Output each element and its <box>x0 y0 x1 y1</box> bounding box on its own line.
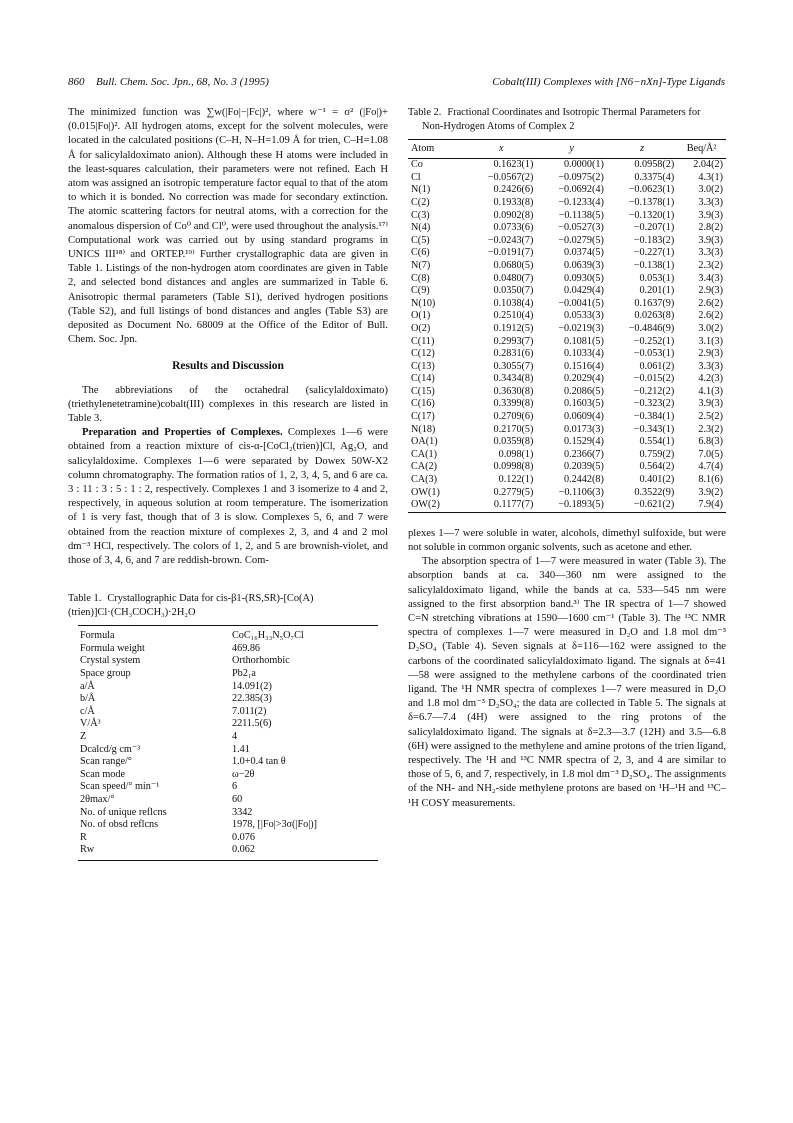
table-2-cell: 2.6(2) <box>698 310 723 322</box>
table-2-cell: Co <box>411 159 423 171</box>
table-2-cell: 0.1623(1) <box>493 159 534 171</box>
table-1-label: Table 1. <box>68 593 102 605</box>
table-1-key: b/Å <box>80 693 96 705</box>
table-2-cell: −0.0243(7) <box>487 234 534 246</box>
table-1-row <box>78 844 378 860</box>
table-2-cell: C(11) <box>411 335 435 347</box>
table-2-cell: O(2) <box>411 322 431 334</box>
table-2-cell: −0.183(2) <box>633 234 675 246</box>
table-1-value: ω−2θ <box>232 768 255 780</box>
table-row <box>408 247 726 260</box>
table-2-cell: 3.9(3) <box>698 398 723 410</box>
table-2-cell: −0.1893(5) <box>558 499 604 511</box>
table-2-title: Fractional Coordinates and Isotropic Thermal Parameters for Non-Hydrogen Atoms of Complex 2 <box>422 107 701 132</box>
table-2-grid <box>408 139 726 513</box>
table-2-cell: 0.0733(6) <box>493 222 534 234</box>
table-2-cell: 0.3055(7) <box>493 360 534 372</box>
table-2-cell: C(8) <box>411 272 430 284</box>
table-2-cell: 3.1(3) <box>698 335 723 347</box>
table-2-cell: 0.2039(5) <box>563 461 604 473</box>
table-row <box>408 487 726 500</box>
table-1-row <box>78 626 378 643</box>
table-2-cell: 0.1081(5) <box>563 335 604 347</box>
table-2-cell: 0.2029(4) <box>563 373 604 385</box>
table-2-cell: 0.2709(6) <box>493 411 534 423</box>
table-2-cell: −0.1378(1) <box>628 196 675 208</box>
table-1-value: 60 <box>232 794 243 806</box>
table-2-cell: 2.3(2) <box>698 423 723 435</box>
table-2-cell: 3.3(3) <box>698 196 723 208</box>
table-row <box>408 361 726 374</box>
table-2-cell: 0.2426(6) <box>493 184 534 196</box>
table-1-value: 1.41 <box>232 743 250 755</box>
table-2-cell: OA(1) <box>411 436 438 448</box>
table-2-cell: −0.1138(5) <box>558 209 604 221</box>
table-2-cell: 0.759(2) <box>639 448 675 460</box>
table-2-cell: 0.564(2) <box>639 461 675 473</box>
table-1-row <box>78 643 378 656</box>
table-2-header: Beq/Å² <box>677 140 726 159</box>
table-1-row <box>78 668 378 681</box>
table-2-cell: 0.2170(5) <box>493 423 534 435</box>
table-row <box>408 373 726 386</box>
table-1-value: 1978, [|Fo|>3σ(|Fo|)] <box>232 819 318 831</box>
table-row <box>408 298 726 311</box>
table-1-key: Scan speed/° min⁻¹ <box>80 781 160 793</box>
table-row <box>408 159 726 172</box>
table-2-cell: Cl <box>411 171 421 183</box>
table-2-cell: 3.4(3) <box>698 272 723 284</box>
spectra-paragraph: The absorption spectra of 1—7 were measured in water (Table 3). The absorption bands at ca. 340—360 nm were assigned to the salicylaldoximato ligand, while the bands at ca. 533—545 nm were assigned to the first absorption band.³⁾ The IR spectra of 1—7 showed C=N stretching vibrations at 1590—1600 cm⁻¹ (Table 3). The ¹³C NMR spectra of complexes 1—7 were measured in D₂O and 1.8 mol dm⁻³ D₂SO₄ (Table 4). Seven signals at δ=116—162 were assigned to the carbons of the coordinated salicylaldoximato ligand. The signals at δ=41—58 were assigned to the methylene carbons of the coordinated trien ligand. The ¹H NMR spectra of complexes 1—7 were measured in D₂O and 1.8 mol dm⁻³ D₂SO₄; the data are collected in Table 5. The signals at δ=6.7—7.4 (4H) were assigned to the ring protons of the salicylaldoximato ligand. The signals at δ=2.3—3.7 (12H) and 3.5—6.8 (6H) were assigned to the methylene and amine protons of the trien ligand, respectively. The ¹H and ¹³C NMR spectra of 2, 3, and 4 are similar to those of 5, 6, and 7, respectively, in 1.8 mol dm⁻³ D₂SO₄. The assignments of the NH- and NH₂-side methylene protons are based on ¹H–¹H and ¹³C–¹H COSY measurements. <box>408 556 726 809</box>
table-1-row <box>78 781 378 794</box>
table-2-cell: −0.212(2) <box>633 385 675 397</box>
table-1-value: 3342 <box>232 806 253 818</box>
table-1-key: Dcalcd/g cm⁻³ <box>80 743 141 755</box>
table-2-cell: 3.0(2) <box>698 322 723 334</box>
table-2-cell: 0.2086(5) <box>563 385 604 397</box>
table-1-row <box>78 756 378 769</box>
table-row <box>408 424 726 437</box>
left-column <box>68 106 388 861</box>
table-2-cell: 3.0(2) <box>698 184 723 196</box>
table-row <box>408 273 726 286</box>
table-2-cell: −0.227(1) <box>633 247 675 259</box>
page-header <box>68 76 725 92</box>
table-2-cell: −0.0527(3) <box>558 222 604 234</box>
table-1-row <box>78 769 378 782</box>
table-1-key: Scan range/° <box>80 756 132 768</box>
table-2-cell: 4.2(3) <box>698 373 723 385</box>
table-2-cell: 0.1038(4) <box>493 297 534 309</box>
preparation-paragraph <box>68 426 388 568</box>
table-1-value: 6 <box>232 781 238 793</box>
right-column <box>408 106 726 811</box>
table-2-cell: 0.1933(8) <box>493 196 534 208</box>
table-1-key: c/Å <box>80 705 95 717</box>
running-title: Cobalt(III) Complexes with [N6−nXn]-Type Ligands <box>492 76 725 88</box>
table-2-cell: 0.1603(5) <box>563 398 604 410</box>
table-2-cell: 0.0930(5) <box>563 272 604 284</box>
preparation-heading: Preparation and Properties of Complexes. <box>82 427 283 439</box>
table-2-cell: C(6) <box>411 247 430 259</box>
table-2-cell: N(10) <box>411 297 436 309</box>
table-row <box>408 172 726 185</box>
table-1-value: Pb2₁a <box>232 668 256 680</box>
table-1 <box>68 592 388 861</box>
table-2-cell: −0.1233(4) <box>558 196 604 208</box>
table-1-key: Formula <box>80 630 115 642</box>
table-2-cell: 0.098(1) <box>498 448 534 460</box>
table-2-cell: 0.1177(7) <box>493 499 534 511</box>
table-2-cell: C(17) <box>411 411 435 423</box>
table-2-cell: C(2) <box>411 196 430 208</box>
table-2-cell: −0.053(1) <box>633 348 675 360</box>
table-2-cell: 0.122(1) <box>498 474 534 486</box>
table-2-cell: 0.3375(4) <box>634 171 675 183</box>
table-2-cell: C(13) <box>411 360 435 372</box>
table-1-key: Formula weight <box>80 642 145 654</box>
table-row <box>408 310 726 323</box>
table-2-cell: −0.0692(4) <box>558 184 604 196</box>
table-1-row <box>78 731 378 744</box>
table-2-cell: 0.0533(3) <box>563 310 604 322</box>
table-1-caption <box>68 592 388 619</box>
table-1-key: Space group <box>80 668 131 680</box>
table-2-cell: −0.384(1) <box>633 411 675 423</box>
table-1-key: Z <box>80 731 87 743</box>
table-2-header: z <box>607 140 677 159</box>
table-2-cell: 0.1516(4) <box>563 360 604 372</box>
table-2-cell: 0.0173(3) <box>563 423 604 435</box>
table-2-cell: C(14) <box>411 373 435 385</box>
table-row <box>408 210 726 223</box>
table-2-cell: C(9) <box>411 285 430 297</box>
solubility-paragraph: plexes 1—7 were soluble in water, alcohols, dimethyl sulfoxide, but were not soluble in common organic solvents, such as acetone and ether. <box>408 527 726 554</box>
table-2-cell: −0.0279(5) <box>558 234 604 246</box>
preparation-body: Complexes 1—6 were obtained from a reaction mixture of cis-α-[CoCl₂(trien)]Cl, Ag₂O, and salicylaldoxime. Complexes 1—6 were separated by Dowex 50W-X2 column chromatography. The formation ratios of 1, 2, 3, 4, 5, and 6 are ca. 3 : 11 : 3 : 5 : 1 : 2, respectively. Complexes 1 and 3 isomerize to 4 and 2, respectively, in aqueous solution at room temperature. The isomerization of 1 is very fast, though that of 3 is slow. Complexes 5, 6, and 7 were obtained from the reaction mixture of complexes 2, 3, and 4 and 2 mol dm⁻³ HCl, respectively. The colors of 1, 2, and 5 are brownish-violet, and those of 3, 4, 6, and 7 are reddish-brown. Com- <box>68 427 388 567</box>
table-2-cell: 0.0429(4) <box>563 285 604 297</box>
table-1-row <box>78 807 378 820</box>
table-2-header: y <box>536 140 606 159</box>
table-2-cell: 0.2779(5) <box>493 486 534 498</box>
table-row <box>408 386 726 399</box>
table-2-cell: 2.9(3) <box>698 348 723 360</box>
table-2-cell: 0.201(1) <box>639 285 675 297</box>
table-2-cell: 0.3434(8) <box>493 373 534 385</box>
table-2-cell: 7.0(5) <box>698 448 723 460</box>
table-1-key: No. of obsd reflcns <box>80 819 159 831</box>
section-title: Results and Discussion <box>172 360 284 373</box>
table-1-value: 22.385(3) <box>232 693 272 705</box>
table-2-cell: −0.0191(7) <box>487 247 534 259</box>
table-2-cell: 0.1529(4) <box>563 436 604 448</box>
table-2-cell: −0.323(2) <box>633 398 675 410</box>
table-2-cell: 4.3(1) <box>698 171 723 183</box>
table-row <box>408 184 726 197</box>
table-1-row <box>78 655 378 668</box>
table-2-cell: 3.3(3) <box>698 247 723 259</box>
table-2-cell: 0.3399(8) <box>493 398 534 410</box>
table-2-cell: 0.2993(7) <box>493 335 534 347</box>
table-1-title: Crystallographic Data for cis-β1-(RS,SR)-[Co(A)(trien)]Cl·(CH₃COCH₃)·2H₂O <box>68 593 314 618</box>
table-row <box>408 285 726 298</box>
table-2-cell: CA(3) <box>411 474 438 486</box>
table-2-cell: 0.554(1) <box>639 436 675 448</box>
table-2-cell: 0.0639(3) <box>563 259 604 271</box>
table-1-row <box>78 681 378 694</box>
table-2-cell: −0.0219(3) <box>558 322 604 334</box>
table-2-cell: 0.3630(8) <box>493 385 534 397</box>
table-2-cell: −0.207(1) <box>633 222 675 234</box>
table-2-cell: −0.0975(2) <box>558 171 604 183</box>
table-2-cell: 0.061(2) <box>639 360 675 372</box>
table-2-cell: N(1) <box>411 184 431 196</box>
table-1-row <box>78 693 378 706</box>
table-2-cell: −0.252(1) <box>633 335 675 347</box>
table-2-cell: 0.0350(7) <box>493 285 534 297</box>
table-2-cell: 0.0902(8) <box>493 209 534 221</box>
table-1-key: No. of unique reflcns <box>80 806 167 818</box>
table-2-cell: 0.053(1) <box>639 272 675 284</box>
table-1-grid <box>78 625 378 861</box>
table-2-cell: −0.015(2) <box>633 373 675 385</box>
table-2-cell: OW(1) <box>411 486 440 498</box>
table-2-cell: N(18) <box>411 423 436 435</box>
table-1-row <box>78 706 378 719</box>
table-2-cell: C(5) <box>411 234 430 246</box>
table-1-value: 469.86 <box>232 642 261 654</box>
table-1-value: 2211.5(6) <box>232 718 272 730</box>
table-1-value: 4 <box>232 731 238 743</box>
abbreviations-paragraph: The abbreviations of the octahedral (salicylaldoximato)(triethylenetetramine)cobalt(III) complexes in this research are listed in Table 3. <box>68 384 388 425</box>
table-2-cell: 0.2366(7) <box>563 448 604 460</box>
methods-paragraph: The minimized function was ∑w(|Fo|−|Fc|)², where w⁻¹ = σ² (|Fo|)+(0.015|Fo|)². All hydrogen atoms, except for the solvent molecules, were located in the calculated positions (C–H, N–H=1.09 Å for trien, C–H=1.08 Å for salicylaldoximato anion). Although these H atoms were included in the least-squares calculation, their parameters were not refined. Each H atom was assigned an isotropic temperature factor equal to that of the atom to which it is bonded. No correction was made for secondary extinction. The atomic scattering factors for neutral atoms, with a correction for the anomalous dispersion of Co⁰ and Cl⁰, were used throughout the analysis.¹⁷⁾ Computational work was carried out by using standard programs in UNICS III¹⁸⁾ and ORTEP.¹⁹⁾ Further crystallographic data are given in Table 1. Listings of the non-hydrogen atom coordinates are given in Table 2, and selected bond distances and angles are summarized in Table 6. Anisotropic thermal parameters (Table S1), derived hydrogen positions (Table S2), and full listings of bond distances and angles (Table S3) are deposited as Document No. 68009 at the Office of the Editor of Bull. Chem. Soc. Jpn. <box>68 107 388 346</box>
table-2-cell: 0.1637(9) <box>634 297 675 309</box>
table-2-cell: 3.9(3) <box>698 209 723 221</box>
table-2-cell: −0.0041(5) <box>558 297 604 309</box>
table-2-cell: 0.2442(8) <box>563 474 604 486</box>
table-1-row <box>78 794 378 807</box>
table-2-cell: 6.8(3) <box>698 436 723 448</box>
table-1-row <box>78 832 378 845</box>
table-2-cell: 0.1912(5) <box>493 322 534 334</box>
table-2-cell: 0.2831(6) <box>493 348 534 360</box>
table-row <box>408 336 726 349</box>
table-2-cell: N(4) <box>411 222 431 234</box>
table-2-cell: 0.401(2) <box>639 474 675 486</box>
table-2-cell: −0.343(1) <box>633 423 675 435</box>
table-1-key: R <box>80 831 87 843</box>
table-2-cell: 0.0998(8) <box>493 461 534 473</box>
table-row <box>408 436 726 449</box>
table-2-cell: C(15) <box>411 385 435 397</box>
table-2-cell: CA(1) <box>411 448 438 460</box>
table-2-header: x <box>466 140 536 159</box>
table-1-key: Scan mode <box>80 768 125 780</box>
table-2-cell: 2.9(3) <box>698 285 723 297</box>
table-1-key: V/Å³ <box>80 718 101 730</box>
table-2-cell: N(7) <box>411 259 431 271</box>
table-row <box>408 235 726 248</box>
table-2-cell: CA(2) <box>411 461 438 473</box>
table-row <box>408 411 726 424</box>
table-1-value: 0.062 <box>232 844 255 856</box>
table-2-cell: 3.9(2) <box>698 486 723 498</box>
table-row <box>408 398 726 411</box>
table-2-cell: 3.3(3) <box>698 360 723 372</box>
table-2-cell: 8.1(6) <box>698 474 723 486</box>
table-row <box>408 474 726 487</box>
table-row <box>408 348 726 361</box>
table-2-cell: 2.04(2) <box>693 159 723 171</box>
table-1-row <box>78 744 378 757</box>
page-number: 860 <box>68 76 85 88</box>
table-2-cell: −0.1106(3) <box>558 486 604 498</box>
table-2-cell: −0.0623(1) <box>628 184 675 196</box>
table-1-key: Crystal system <box>80 655 141 667</box>
table-2-cell: −0.621(2) <box>633 499 675 511</box>
table-2-cell: −0.0567(2) <box>487 171 534 183</box>
table-1-row <box>78 819 378 832</box>
table-2-cell: C(3) <box>411 209 430 221</box>
table-1-value: 1.0+0.4 tan θ <box>232 756 286 768</box>
table-1-value: 0.076 <box>232 831 255 843</box>
table-row <box>408 449 726 462</box>
table-2-cell: −0.138(1) <box>633 259 675 271</box>
table-2-cell: 2.6(2) <box>698 297 723 309</box>
table-2-cell: 0.0680(5) <box>493 259 534 271</box>
table-2-label: Table 2. <box>408 107 442 118</box>
table-1-value: Orthorhombic <box>232 655 290 667</box>
table-2-cell: 2.5(2) <box>698 411 723 423</box>
table-row <box>408 499 726 512</box>
table-2-cell: 7.9(4) <box>698 499 723 511</box>
journal-citation: Bull. Chem. Soc. Jpn., 68, No. 3 (1995) <box>96 76 269 88</box>
table-2-cell: 0.0263(8) <box>634 310 675 322</box>
table-2-cell: 0.0958(2) <box>634 159 675 171</box>
table-1-key: Rw <box>80 844 95 856</box>
table-2 <box>408 106 726 513</box>
table-2-cell: 0.0359(8) <box>493 436 534 448</box>
table-row <box>408 222 726 235</box>
table-2-cell: 0.0000(1) <box>563 159 604 171</box>
table-2-cell: −0.4846(9) <box>628 322 675 334</box>
table-row <box>408 197 726 210</box>
table-2-cell: C(12) <box>411 348 435 360</box>
table-2-cell: 0.2510(4) <box>493 310 534 322</box>
table-2-cell: 4.1(3) <box>698 385 723 397</box>
table-2-cell: −0.1320(1) <box>628 209 675 221</box>
table-1-row <box>78 718 378 731</box>
table-1-value: CoC₁₆H₃₃N₅O₇Cl <box>232 630 304 642</box>
table-2-cell: 2.8(2) <box>698 222 723 234</box>
table-1-value: 7.011(2) <box>232 705 267 717</box>
table-1-value: 14.091(2) <box>232 680 272 692</box>
table-2-cell: C(16) <box>411 398 435 410</box>
table-2-cell: 3.9(3) <box>698 234 723 246</box>
table-2-header: Atom <box>408 140 466 159</box>
table-row <box>408 260 726 273</box>
table-row <box>408 461 726 474</box>
table-1-key: a/Å <box>80 680 95 692</box>
table-2-cell: 0.0609(4) <box>563 411 604 423</box>
table-2-cell: 2.3(2) <box>698 259 723 271</box>
table-2-cell: O(1) <box>411 310 431 322</box>
table-2-cell: OW(2) <box>411 499 440 511</box>
table-2-cell: 0.1033(4) <box>563 348 604 360</box>
table-2-cell: 0.3522(9) <box>634 486 675 498</box>
table-2-caption <box>408 106 722 133</box>
table-row <box>408 323 726 336</box>
table-2-cell: 0.0480(7) <box>493 272 534 284</box>
table-1-key: 2θmax/° <box>80 794 115 806</box>
table-2-cell: 4.7(4) <box>698 461 723 473</box>
table-2-cell: 0.0374(5) <box>563 247 604 259</box>
